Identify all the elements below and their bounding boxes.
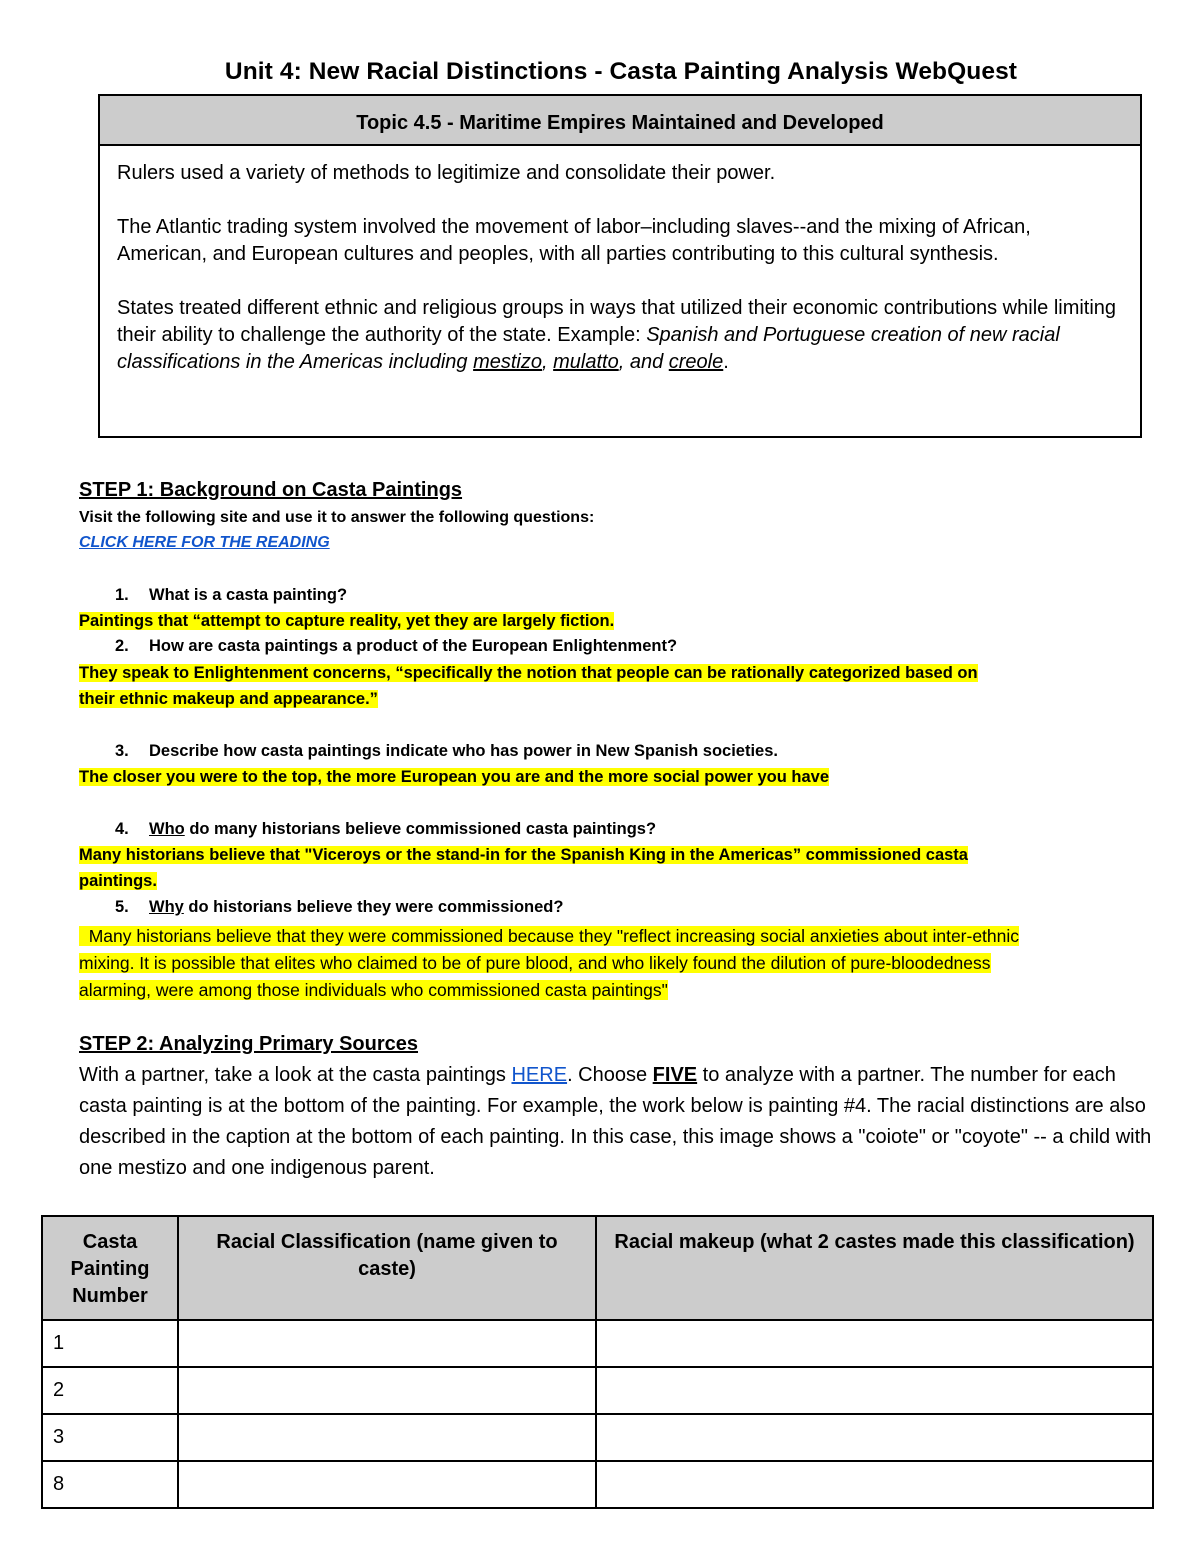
question-2 [79, 635, 677, 657]
term-mestizo: mestizo [473, 351, 542, 373]
separator: , and [618, 351, 669, 373]
question-text: do historians believe they were commissioned? [183, 898, 564, 916]
header-casta-number: Casta Painting Number [42, 1216, 178, 1320]
question-number: 3. [115, 742, 129, 760]
answer-text: Paintings that “attempt to capture reality, yet they are largely fiction. [79, 612, 615, 630]
question-text: do many historians believe commissioned casta paintings? [184, 820, 657, 838]
cell-number: 3 [42, 1414, 178, 1461]
header-racial-classification: Racial Classification (name given to caste) [178, 1216, 596, 1320]
answer-text-line-1: They speak to Enlightenment concerns, “specifically the notion that people can be rationally categorized based on [79, 664, 978, 682]
answer-text-line-1: Many historians believe that they were commissioned because they "reflect increasing social anxieties about inter-ethnic [79, 926, 1020, 946]
cell-makeup[interactable] [596, 1367, 1153, 1414]
step1-section [79, 478, 1159, 1000]
question-1 [79, 584, 347, 606]
question-number: 4. [115, 820, 129, 838]
topic-body [100, 146, 1140, 376]
question-number: 5. [115, 898, 129, 916]
table-header-row [42, 1216, 1153, 1320]
question-lead: Who [149, 820, 185, 838]
cell-makeup[interactable] [596, 1461, 1153, 1508]
answer-text: The closer you were to the top, the more European you are and the more social power you have [79, 768, 830, 786]
answer-text-line-3: alarming, were among those individuals who commissioned casta paintings" [79, 980, 668, 1000]
period: . [723, 351, 729, 373]
answer-1 [79, 608, 1154, 634]
question-5 [79, 896, 563, 918]
table-row [42, 1320, 1153, 1367]
step1-heading: STEP 1: Background on Casta Paintings [79, 479, 463, 501]
answer-text-line-2: their ethnic makeup and appearance.” [79, 690, 378, 708]
answer-2 [79, 660, 1154, 712]
table-row [42, 1414, 1153, 1461]
question-text: How are casta paintings a product of the European Enlightenment? [149, 637, 678, 655]
header-racial-makeup: Racial makeup (what 2 castes made this classification) [596, 1216, 1153, 1320]
instructions-text: to analyze with a partner. The number for each casta painting is at the bottom of the painting. For example, the work below is painting #4. The racial distinctions are also described in the caption at the bottom of each painting. In this case, this image shows a "coiote" or "coyote" -- a child with one mestizo and one indigenous parent. [79, 1064, 1152, 1179]
cell-classification[interactable] [178, 1414, 596, 1461]
question-text: Describe how casta paintings indicate who has power in New Spanish societies. [149, 742, 778, 760]
question-lead: Why [149, 898, 184, 916]
topic-paragraph-1: Rulers used a variety of methods to legitimize and consolidate their power. [117, 162, 776, 184]
topic-paragraph-3 [117, 295, 1124, 376]
step2-heading: STEP 2: Analyzing Primary Sources [79, 1033, 419, 1055]
answer-text-line-1: Many historians believe that "Viceroys or the stand-in for the Spanish King in the Americas” commissioned casta [79, 846, 968, 864]
question-number: 1. [115, 586, 129, 604]
question-number: 2. [115, 637, 129, 655]
casta-table [41, 1215, 1154, 1509]
five-emphasis: FIVE [652, 1064, 698, 1086]
cell-number: 2 [42, 1367, 178, 1414]
cell-classification[interactable] [178, 1320, 596, 1367]
separator: , [542, 351, 554, 373]
instructions-text: With a partner, take a look at the casta paintings [79, 1064, 512, 1086]
instructions-text: . Choose [567, 1064, 653, 1086]
answer-text-line-2: mixing. It is possible that elites who claimed to be of pure blood, and who likely found the dilution of pure-bloodedness [79, 953, 991, 973]
answer-4 [79, 842, 1154, 894]
cell-classification[interactable] [178, 1461, 596, 1508]
topic-header: Topic 4.5 - Maritime Empires Maintained and Developed [100, 96, 1140, 146]
term-mulatto: mulatto [553, 351, 619, 373]
reading-link[interactable]: CLICK HERE FOR THE READING [79, 534, 330, 551]
step1-instructions: Visit the following site and use it to answer the following questions: [79, 509, 595, 526]
term-creole: creole [668, 351, 724, 373]
cell-number: 1 [42, 1320, 178, 1367]
step2-section [79, 1032, 1159, 1184]
topic-box [98, 94, 1142, 438]
topic-p3-text: States treated different ethnic and religious groups in ways that utilized their economic contributions while limiting their ability to challenge the authority of the state. Example: [117, 297, 1117, 346]
question-text: What is a casta painting? [149, 586, 348, 604]
cell-number: 8 [42, 1461, 178, 1508]
example-text: Spanish and Portuguese creation of new racial classifications in the Americas including [117, 324, 1060, 373]
answer-5 [79, 923, 1154, 1004]
page-title: Unit 4: New Racial Distinctions - Casta Painting Analysis WebQuest [224, 58, 1018, 85]
cell-makeup[interactable] [596, 1320, 1153, 1367]
answer-3 [79, 764, 1154, 790]
step2-instructions [79, 1060, 1159, 1184]
cell-makeup[interactable] [596, 1414, 1153, 1461]
answer-text-line-2: paintings. [79, 872, 157, 890]
here-link[interactable]: HERE [511, 1064, 568, 1086]
question-3 [79, 740, 778, 762]
table-row [42, 1367, 1153, 1414]
topic-paragraph-2: The Atlantic trading system involved the movement of labor–including slaves--and the mixing of African, American, and European cultures and peoples, with all parties contributing to this cultural synthesis. [117, 216, 1031, 265]
table-row [42, 1461, 1153, 1508]
question-4 [79, 818, 656, 840]
cell-classification[interactable] [178, 1367, 596, 1414]
